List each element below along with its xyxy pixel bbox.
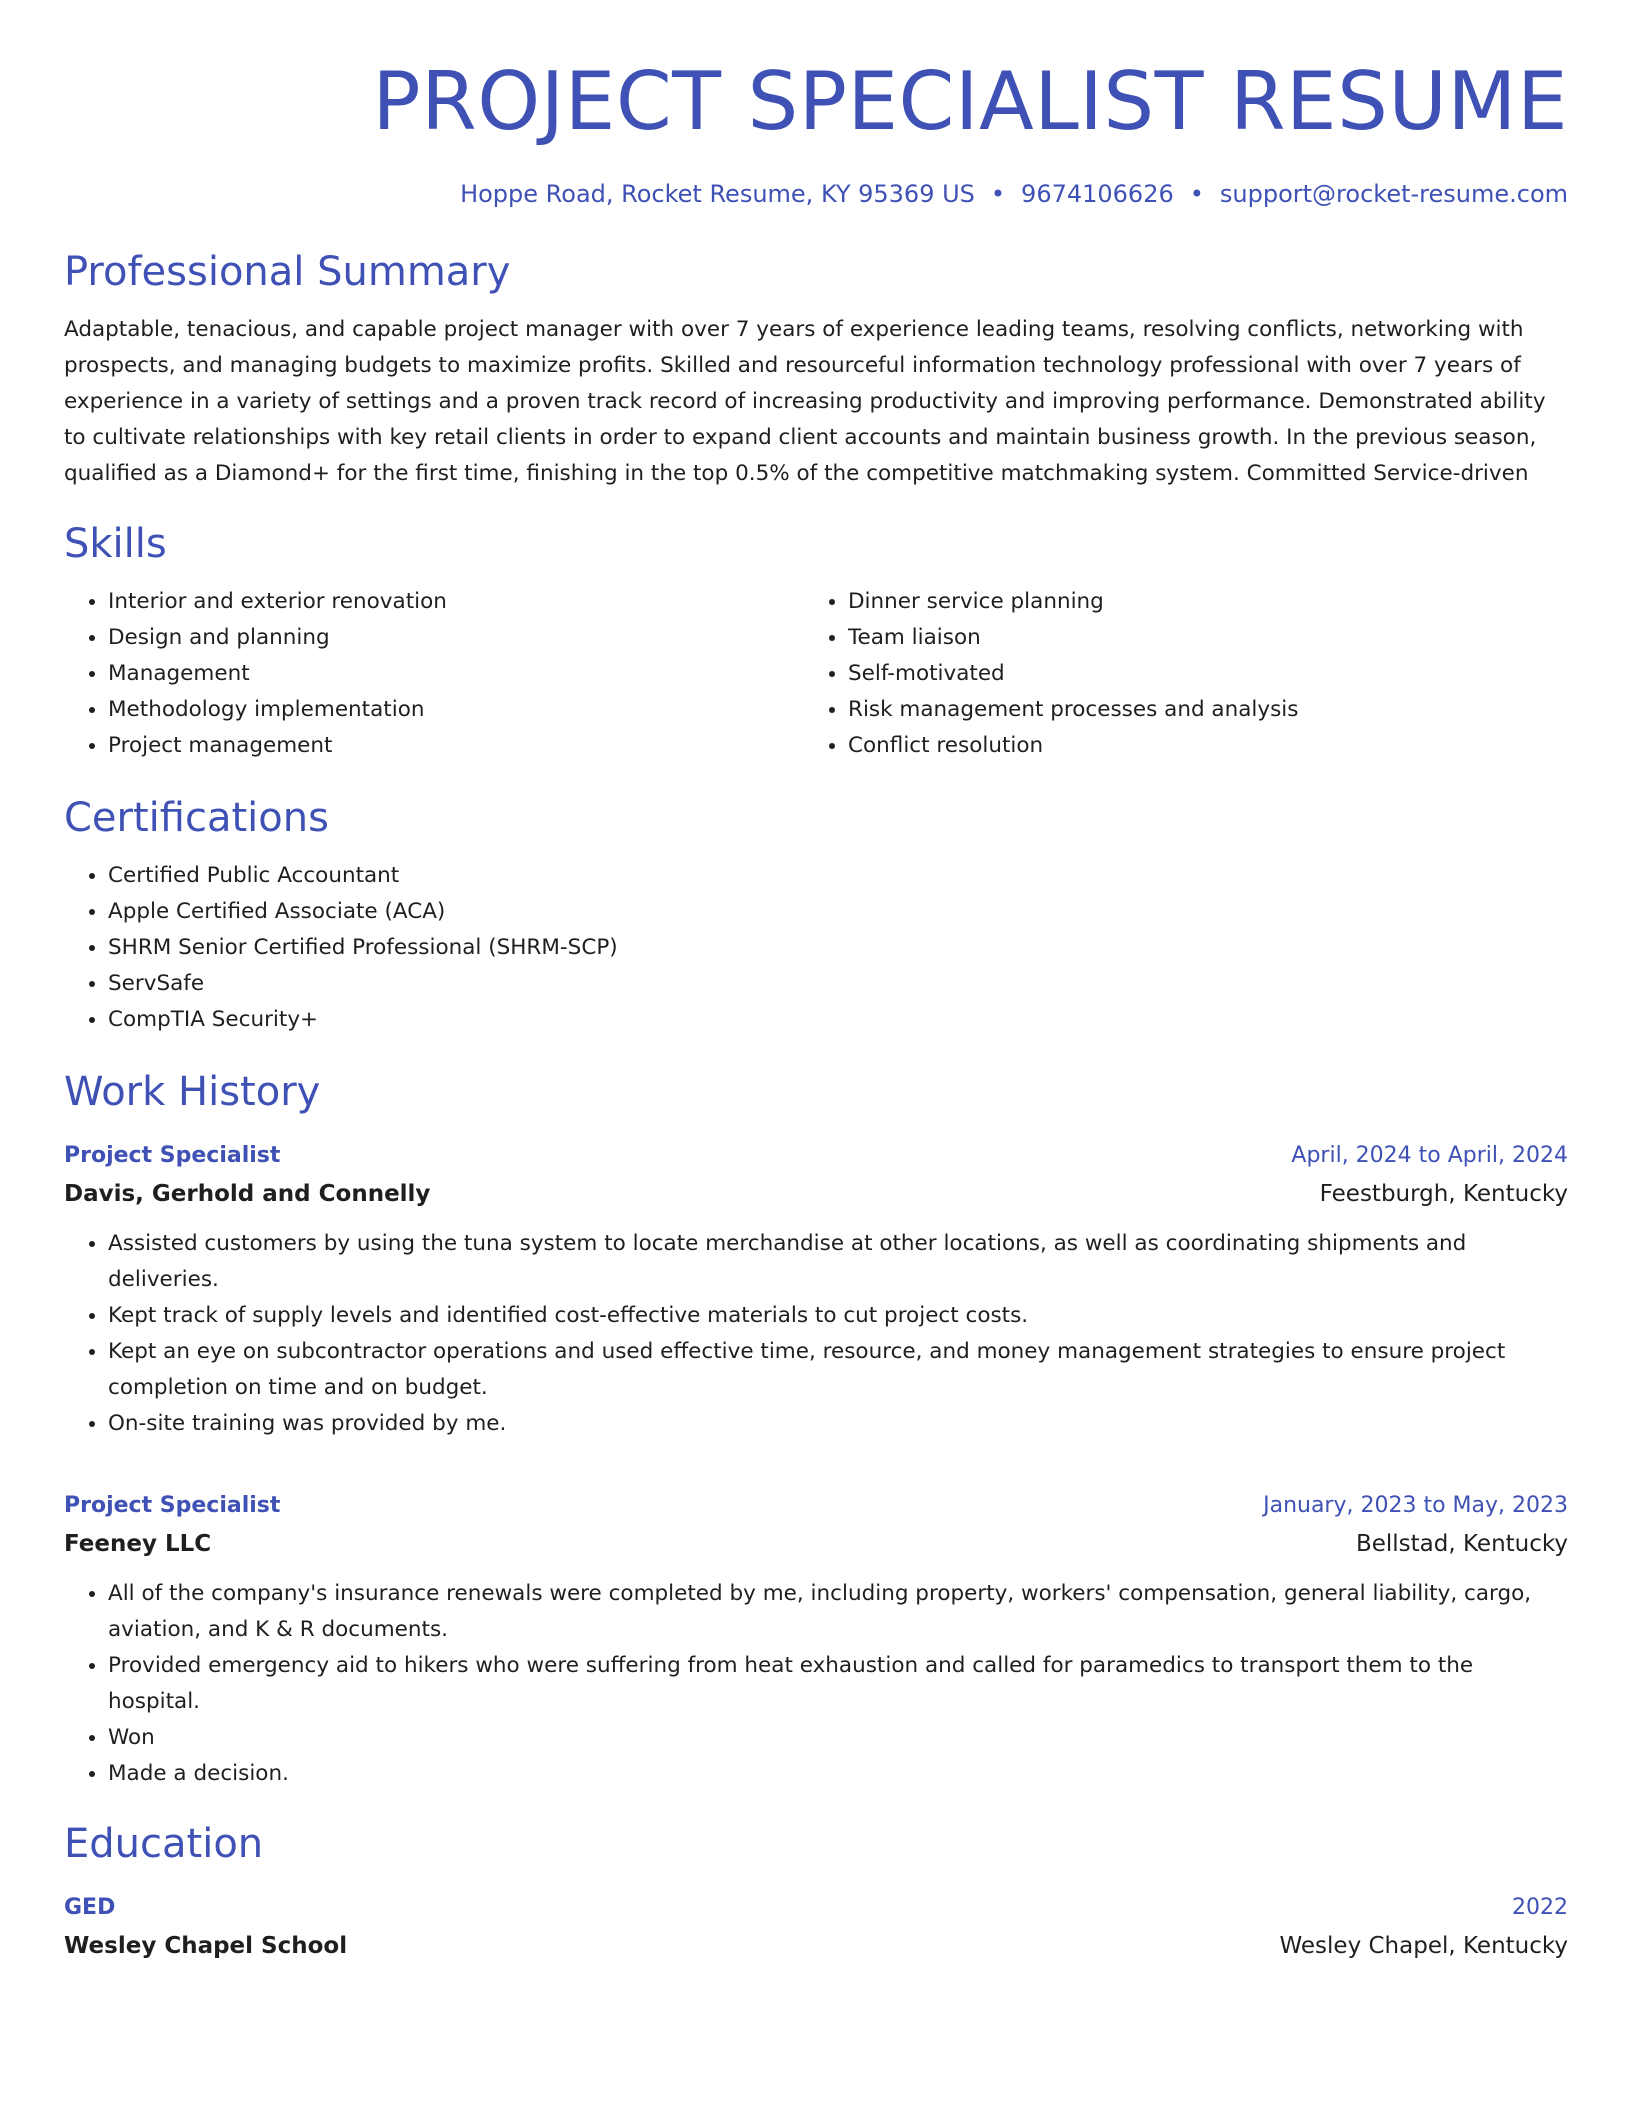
skill-item: • Team liaison: [848, 620, 1544, 656]
skill-item: • Design and planning: [108, 620, 804, 656]
education-section: [64, 1818, 1568, 1966]
contact-separator: •: [990, 180, 1006, 208]
job-company-row: [64, 1174, 1568, 1214]
job-bullet: • All of the company's insurance renewals were completed by me, including property, workers' compensation, general liability, cargo, aviation, and K & R documents.: [108, 1576, 1568, 1648]
certification-item: • CompTIA Security+: [108, 1002, 1568, 1038]
skills-grid: [64, 584, 1568, 764]
job-dates: January, 2023 to May, 2023: [1263, 1493, 1568, 1518]
certifications-heading: Certifications: [64, 795, 329, 841]
skill-item: • Interior and exterior renovation: [108, 584, 804, 620]
skill-item: • Dinner service planning: [848, 584, 1544, 620]
skill-item: • Management: [108, 656, 804, 692]
education-location: Wesley Chapel, Kentucky: [1279, 1933, 1568, 1959]
job-bullet: • Made a decision.: [108, 1756, 1568, 1792]
education-school: Wesley Chapel School: [64, 1933, 348, 1959]
job-bullets: [64, 1226, 1568, 1442]
job-bullets: [64, 1576, 1568, 1792]
summary-text: Adaptable, tenacious, and capable project manager with over 7 years of experience leading teams, resolving conflicts, networking with prospects, and managing budgets to maximize profits. Skilled and resourceful information technology professional with over 7 years of experience in a variety of settings and a proven track record of increasing productivity and improving performance. Demonstrated ability to cultivate relationships with key retail clients in order to expand client accounts and maintain business growth. In the previous season, qualified as a Diamond+ for the first time, finishing in the top 0.5% of the competitive matchmaking system. Committed Service-driven: [64, 317, 1546, 486]
summary-section: [64, 246, 1568, 492]
education-entry: [64, 1890, 1568, 1966]
job-company-row: [64, 1524, 1568, 1564]
skills-list-left: [64, 584, 804, 764]
education-year: 2022: [1512, 1895, 1568, 1920]
summary-heading: Professional Summary: [64, 249, 511, 295]
education-school-row: [64, 1926, 1568, 1966]
skill-item: • Project management: [108, 728, 804, 764]
job-header-row: [64, 1488, 1568, 1524]
certification-item: • ServSafe: [108, 966, 1568, 1002]
job-bullet: • Kept track of supply levels and identified cost-effective materials to cut project costs.: [108, 1298, 1568, 1334]
skills-list-right: [804, 584, 1544, 764]
contact-address: Hoppe Road, Rocket Resume, KY 95369 US: [460, 180, 975, 208]
skill-item: • Risk management processes and analysis: [848, 692, 1544, 728]
skill-item: • Self-motivated: [848, 656, 1544, 692]
skills-column-right: [804, 584, 1544, 764]
job-company: Davis, Gerhold and Connelly: [64, 1181, 431, 1207]
certifications-list: [64, 858, 1568, 1038]
contact-line: [64, 178, 1568, 210]
skill-item: • Conflict resolution: [848, 728, 1544, 764]
contact-phone: 9674106626: [1021, 180, 1174, 208]
job-dates: April, 2024 to April, 2024: [1291, 1143, 1568, 1168]
skills-column-left: [64, 584, 804, 764]
education-heading: Education: [64, 1821, 264, 1867]
job-location: Feestburgh, Kentucky: [1319, 1181, 1568, 1207]
work-history-section: [64, 1066, 1568, 1792]
job-location: Bellstad, Kentucky: [1355, 1531, 1568, 1557]
contact-separator: •: [1189, 180, 1204, 208]
job-entry: [64, 1138, 1568, 1442]
certification-item: • Apple Certified Associate (ACA): [108, 894, 1568, 930]
job-bullet: • Kept an eye on subcontractor operations and used effective time, resource, and money management strategies to ensure project completion on time and on budget.: [108, 1334, 1568, 1406]
work-history-heading: Work History: [64, 1069, 321, 1115]
job-role: Project Specialist: [64, 1493, 281, 1518]
skill-item: • Methodology implementation: [108, 692, 804, 728]
job-bullet: • Assisted customers by using the tuna system to locate merchandise at other locations, as well as coordinating shipments and deliveries.: [108, 1226, 1568, 1298]
job-header-row: [64, 1138, 1568, 1174]
job-bullet: • On-site training was provided by me.: [108, 1406, 1568, 1442]
job-role: Project Specialist: [64, 1143, 281, 1168]
certification-item: • Certified Public Accountant: [108, 858, 1568, 894]
job-entry: [64, 1488, 1568, 1792]
education-header-row: [64, 1890, 1568, 1926]
contact-email: support@rocket-resume.com: [1219, 180, 1568, 208]
resume-title: PROJECT SPECIALIST RESUME: [372, 55, 1568, 148]
resume-header: [64, 0, 1568, 210]
job-bullet: • Provided emergency aid to hikers who were suffering from heat exhaustion and called for paramedics to transport them to the hospital.: [108, 1648, 1568, 1720]
skills-section: [64, 518, 1568, 764]
job-company: Feeney LLC: [64, 1531, 212, 1557]
job-bullet: • Won: [108, 1720, 1568, 1756]
skills-heading: Skills: [64, 521, 167, 567]
certification-item: • SHRM Senior Certified Professional (SHRM-SCP): [108, 930, 1568, 966]
education-degree: GED: [64, 1895, 116, 1920]
certifications-section: [64, 792, 1568, 1038]
